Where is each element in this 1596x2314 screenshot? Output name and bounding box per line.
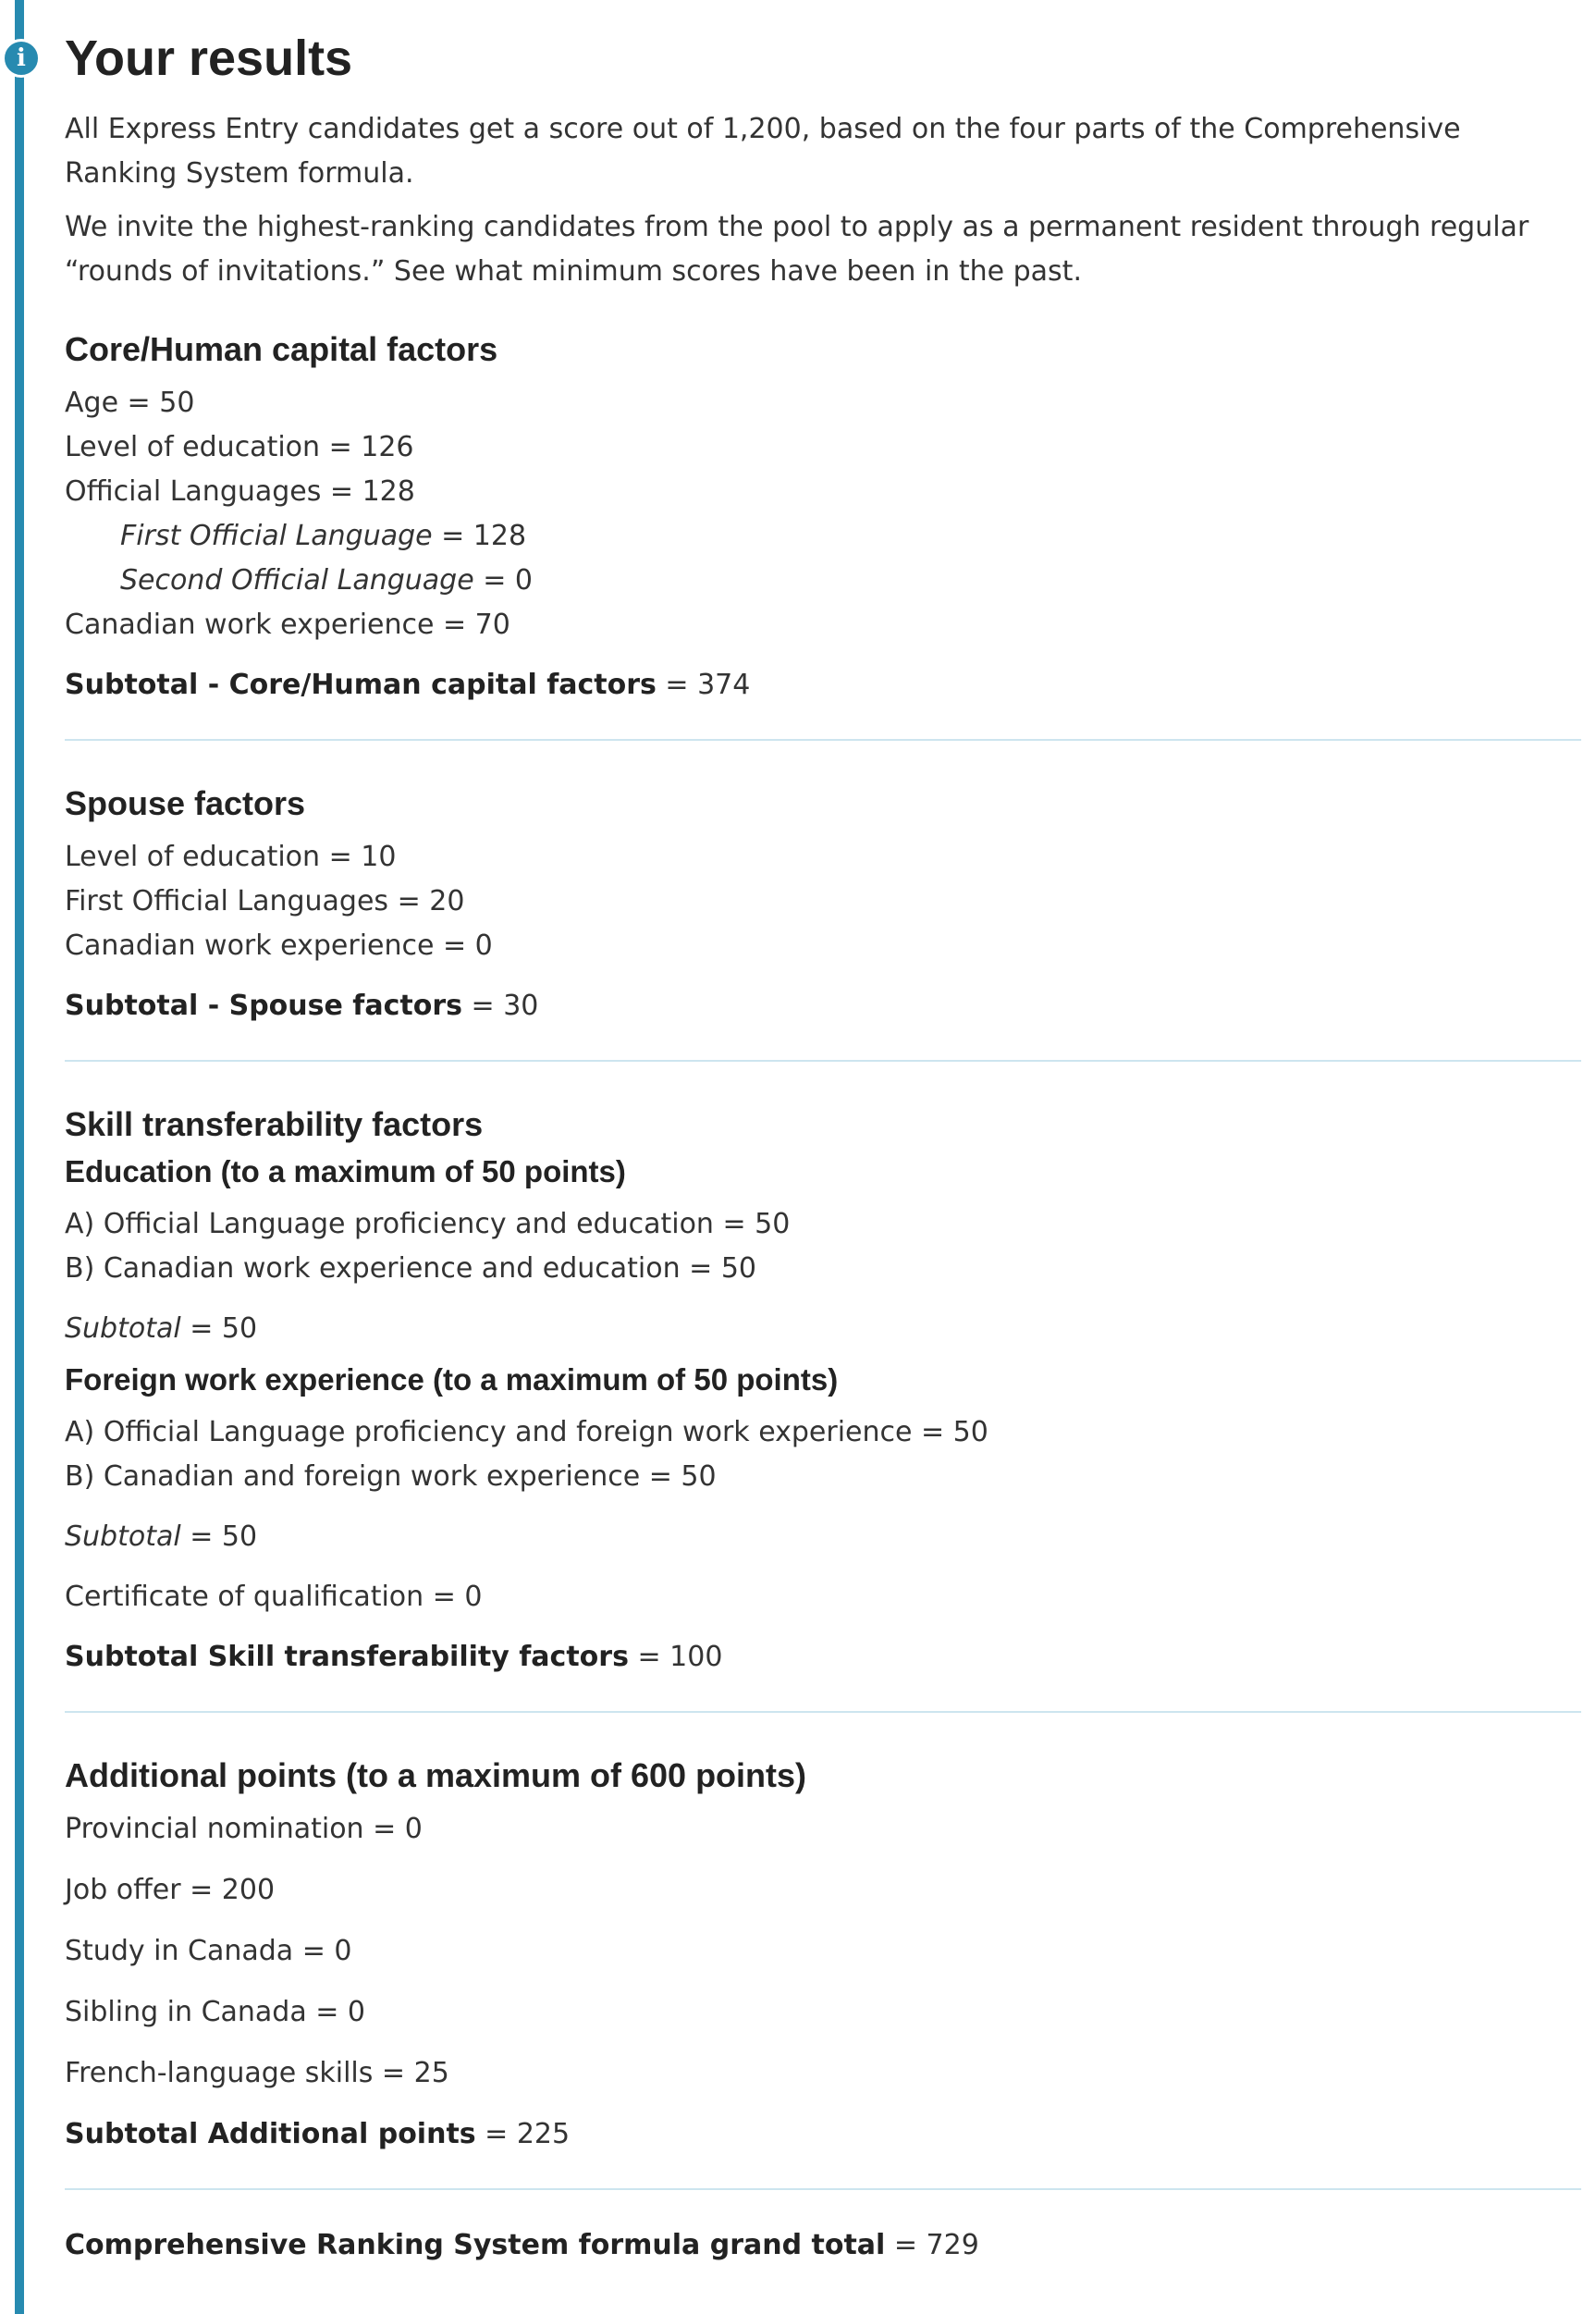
additional-subtotal	[65, 2112, 1581, 2157]
education-subheading: Education (to a maximum of 50 points)	[65, 1154, 626, 1188]
certificate-line: Certificate of qualification = 0	[65, 1581, 483, 1613]
age-line: Age = 50	[65, 387, 195, 419]
core-subtotal-value: = 374	[656, 669, 751, 701]
spouse-section	[65, 780, 1581, 1028]
foreign-a-line: A) Official Language proficiency and foreign work experience = 50	[65, 1416, 988, 1448]
education-b-line: B) Canadian work experience and education = 50	[65, 1252, 757, 1285]
foreign-subtotal-label: Subtotal	[65, 1520, 181, 1553]
spouse-languages-line: First Official Languages = 20	[65, 885, 465, 917]
first-language-value: = 128	[432, 520, 527, 552]
education-subtotal-label: Subtotal	[65, 1312, 181, 1345]
second-language-value: = 0	[473, 564, 533, 597]
skill-subtotal-value: = 100	[628, 1641, 723, 1673]
first-language-label: First Official Language	[120, 520, 433, 552]
foreign-work-subheading: Foreign work experience (to a maximum of 50 points)	[65, 1362, 839, 1397]
core-subtotal	[65, 663, 1581, 708]
education-line: Level of education = 126	[65, 431, 414, 463]
additional-section	[65, 1752, 1581, 2157]
skill-subtotal	[65, 1635, 1581, 1680]
core-heading: Core/Human capital factors	[65, 330, 498, 368]
core-subtotal-label: Subtotal - Core/Human capital factors	[65, 669, 657, 701]
spouse-education-line: Level of education = 10	[65, 841, 397, 873]
education-subtotal-value: = 50	[180, 1312, 258, 1345]
education-a-line: A) Official Language proficiency and education = 50	[65, 1208, 791, 1240]
grand-total	[65, 2223, 1581, 2268]
info-icon: i	[2, 39, 41, 78]
additional-subtotal-value: = 225	[475, 2118, 571, 2150]
first-language-line	[65, 514, 1581, 559]
divider	[65, 739, 1581, 741]
intro-paragraph-rounds: We invite the highest-ranking candidates from the pool to apply as a permanent resident through regular “rounds of invitations.” See what minimum scores have been in the past.	[65, 211, 1529, 288]
grand-total-label: Comprehensive Ranking System formula grand total	[65, 2229, 886, 2261]
second-language-line	[65, 559, 1581, 603]
spouse-subtotal-label: Subtotal - Spouse factors	[65, 990, 462, 1022]
additional-heading: Additional points (to a maximum of 600 points)	[65, 1756, 807, 1794]
accent-bar	[15, 9, 24, 2314]
skill-heading: Skill transferability factors	[65, 1105, 484, 1143]
additional-subtotal-label: Subtotal Additional points	[65, 2118, 476, 2150]
divider	[65, 1060, 1581, 1062]
languages-line: Official Languages = 128	[65, 475, 415, 508]
skill-subtotal-label: Subtotal Skill transferability factors	[65, 1641, 629, 1673]
provincial-line: Provincial nomination = 0	[65, 1813, 423, 1845]
foreign-b-line: B) Canadian and foreign work experience = 50	[65, 1460, 717, 1493]
job-offer-line: Job offer = 200	[65, 1874, 276, 1906]
core-section	[65, 326, 1581, 708]
skill-section	[65, 1101, 1581, 1680]
french-line: French-language skills = 25	[65, 2057, 449, 2089]
foreign-subtotal-value: = 50	[180, 1520, 258, 1553]
spouse-subtotal-value: = 30	[461, 990, 539, 1022]
spouse-subtotal	[65, 984, 1581, 1028]
divider	[65, 1711, 1581, 1713]
work-experience-line: Canadian work experience = 70	[65, 609, 510, 641]
grand-total-value: = 729	[885, 2229, 979, 2261]
foreign-subtotal	[65, 1515, 1581, 1559]
spouse-heading: Spouse factors	[65, 784, 306, 822]
divider	[65, 2188, 1581, 2190]
education-subtotal	[65, 1307, 1581, 1351]
second-language-label: Second Official Language	[120, 564, 474, 597]
study-line: Study in Canada = 0	[65, 1935, 352, 1967]
intro-paragraph: All Express Entry candidates get a score out of 1,200, based on the four parts of the Comprehensive Ranking System formula.	[65, 113, 1461, 190]
spouse-work-line: Canadian work experience = 0	[65, 929, 493, 962]
sibling-line: Sibling in Canada = 0	[65, 1996, 366, 2028]
page-title: Your results	[65, 31, 353, 86]
results-content	[65, 24, 1581, 2268]
